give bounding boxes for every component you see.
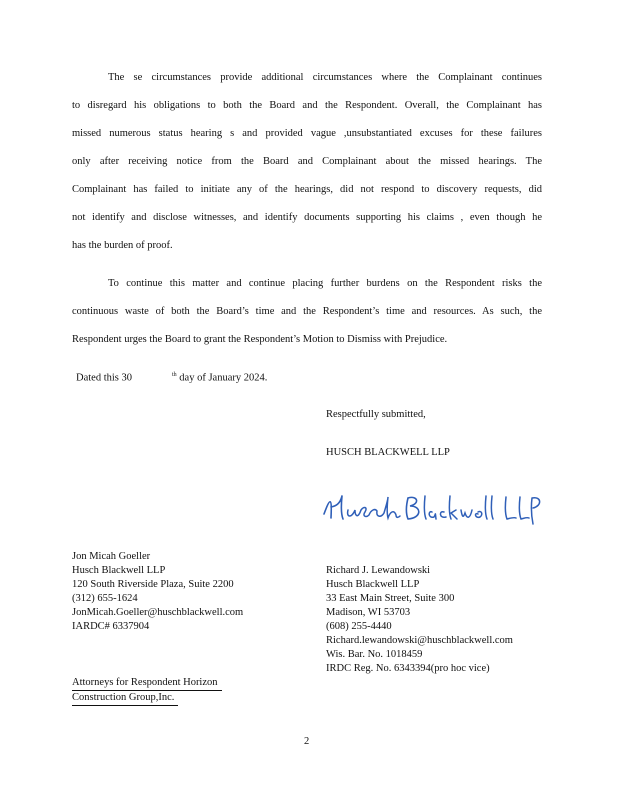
counsel-left-line: (312) 655-1624 — [72, 593, 138, 604]
paragraph-2-line: continuous waste of both the Board’s time and the Respondent’s time and resources. As such, the — [72, 306, 542, 317]
page-number: 2 — [304, 736, 310, 747]
attorneys-for-line: Attorneys for Respondent Horizon — [72, 676, 222, 691]
counsel-right-email: Richard.lewandowski@huschblackwell.com — [326, 635, 513, 646]
firm-name: HUSCH BLACKWELL LLP — [326, 447, 450, 458]
counsel-right-line: Madison, WI 53703 — [326, 607, 411, 618]
paragraph-2-line: Respondent urges the Board to grant the Respondent’s Motion to Dismiss with Prejudice. — [72, 334, 448, 345]
paragraph-1-line: not identify and disclose witnesses, and identify documents supporting his claims , even though he — [72, 212, 542, 223]
counsel-left-line: 120 South Riverside Plaza, Suite 2200 — [72, 579, 234, 590]
counsel-left-block — [72, 550, 243, 634]
counsel-left-email: JonMicah.Goeller@huschblackwell.com — [72, 607, 244, 618]
paragraph-1-line: Complainant has failed to initiate any of the hearings, did not respond to discovery requests, did — [72, 184, 542, 195]
paragraph-1-line: has the burden of proof. — [72, 240, 173, 251]
paragraph-1 — [72, 64, 542, 260]
paragraph-1-line: missed numerous status hearing s and provided vague ,unsubstantiated excuses for these failures — [72, 128, 542, 139]
counsel-right-line: IRDC Reg. No. 6343394(pro hoc vice) — [326, 663, 490, 674]
counsel-right-line: 33 East Main Street, Suite 300 — [326, 593, 455, 604]
paragraph-2-line: To continue this matter and continue placing further burdens on the Respondent risks the — [108, 278, 542, 289]
counsel-right-line: Wis. Bar. No. 1018459 — [326, 649, 423, 660]
paragraph-1-line: only after receiving notice from the Board and Complainant about the missed hearings. The — [72, 156, 542, 167]
dated-line — [76, 372, 267, 384]
counsel-left-line: Jon Micah Goeller — [72, 551, 151, 562]
dated-rest: day of January 2024. — [179, 372, 268, 384]
counsel-left-line: IARDC# 6337904 — [72, 621, 150, 632]
paragraph-1-line: to disregard his obligations to both the Board and the Respondent. Overall, the Complainant has — [72, 100, 542, 111]
dated-prefix: Dated this 30 — [76, 372, 132, 384]
respectfully-submitted: Respectfully submitted, — [326, 409, 426, 420]
paragraph-2 — [72, 270, 542, 354]
dated-ordinal: th — [172, 372, 177, 378]
attorneys-for-line: Construction Group,Inc. — [72, 691, 178, 706]
paragraph-1-line: The se circumstances provide additional circumstances where the Complainant continues — [108, 72, 542, 83]
counsel-right-block — [326, 564, 513, 676]
counsel-right-line: Richard J. Lewandowski — [326, 565, 431, 576]
handwritten-signature — [322, 488, 542, 528]
attorneys-for-block — [72, 676, 222, 706]
counsel-right-line: Husch Blackwell LLP — [326, 579, 420, 590]
counsel-right-line: (608) 255-4440 — [326, 621, 392, 632]
counsel-left-line: Husch Blackwell LLP — [72, 565, 166, 576]
